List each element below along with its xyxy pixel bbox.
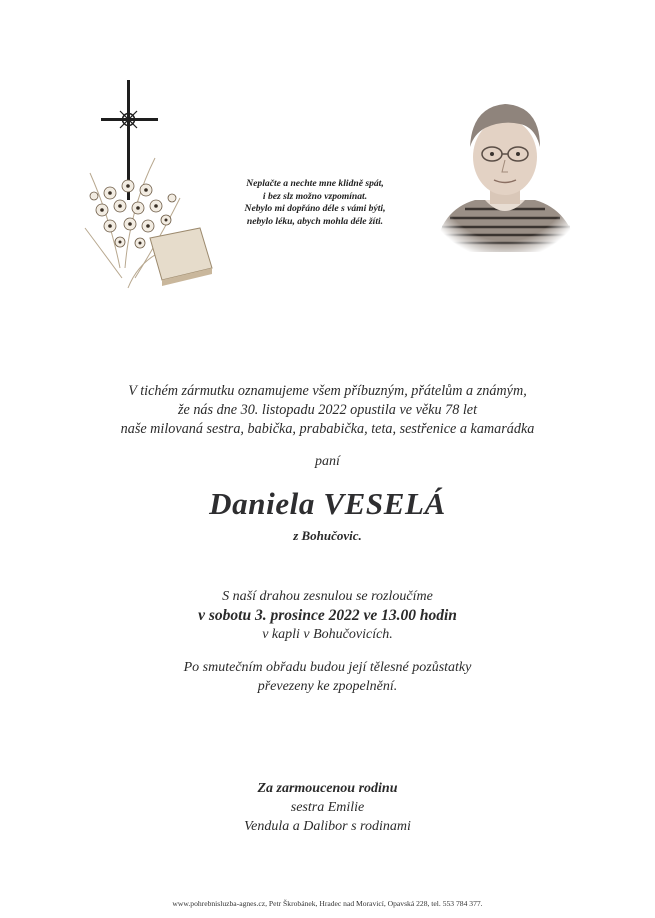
ceremony-intro: S naší drahou zesnulou se rozloučíme xyxy=(222,589,433,604)
family-member: sestra Emilie xyxy=(290,800,365,815)
announcement-text xyxy=(0,382,655,439)
poem-line: Nebylo mi dopřáno déle s vámi býti, xyxy=(244,203,386,214)
portrait-photo xyxy=(430,92,580,252)
poem-line: Neplačte a nechte mne klidně spát, xyxy=(246,178,384,189)
cremation-line: Po smutečním obřadu budou její tělesné pozůstatky xyxy=(183,660,472,675)
memorial-poem xyxy=(220,178,410,228)
honorific: paní xyxy=(315,454,340,469)
announcement-line: V tichém zármutku oznamujeme všem příbuzným, přátelům a známým, xyxy=(128,383,527,399)
cremation-line: převezeny ke zpopelnění. xyxy=(257,679,398,694)
ceremony-datetime: v sobotu 3. prosince 2022 ve 13.00 hodin xyxy=(198,607,457,624)
family-heading: Za zarmoucenou rodinu xyxy=(257,781,398,796)
announcement-line: naše milovaná sestra, babička, prababička, teta, sestřenice a kamarádka xyxy=(120,421,535,437)
ceremony-info xyxy=(0,587,655,644)
poem-line: i bez slz možno vzpomínat. xyxy=(262,190,368,202)
cross-icon xyxy=(80,78,220,298)
cremation-note xyxy=(0,658,655,696)
family-member: Vendula a Dalibor s rodinami xyxy=(244,819,411,834)
poem-line: nebylo léku, abych mohla déle žíti. xyxy=(246,215,384,227)
deceased-name: Daniela VESELÁ xyxy=(209,486,446,521)
deceased-origin: z Bohučovic. xyxy=(293,528,362,543)
cross-flowers-decoration xyxy=(80,78,220,298)
mourning-family xyxy=(0,779,655,836)
announcement-line: že nás dne 30. listopadu 2022 opustila ve věku 78 let xyxy=(177,402,478,418)
ceremony-place: v kapli v Bohučovicích. xyxy=(262,627,393,642)
funeral-service-footer: www.pohrebnisluzba-agnes.cz, Petr Škrobánek, Hradec nad Moravicí, Opavská 228, tel. 553 784 377. xyxy=(172,899,483,908)
